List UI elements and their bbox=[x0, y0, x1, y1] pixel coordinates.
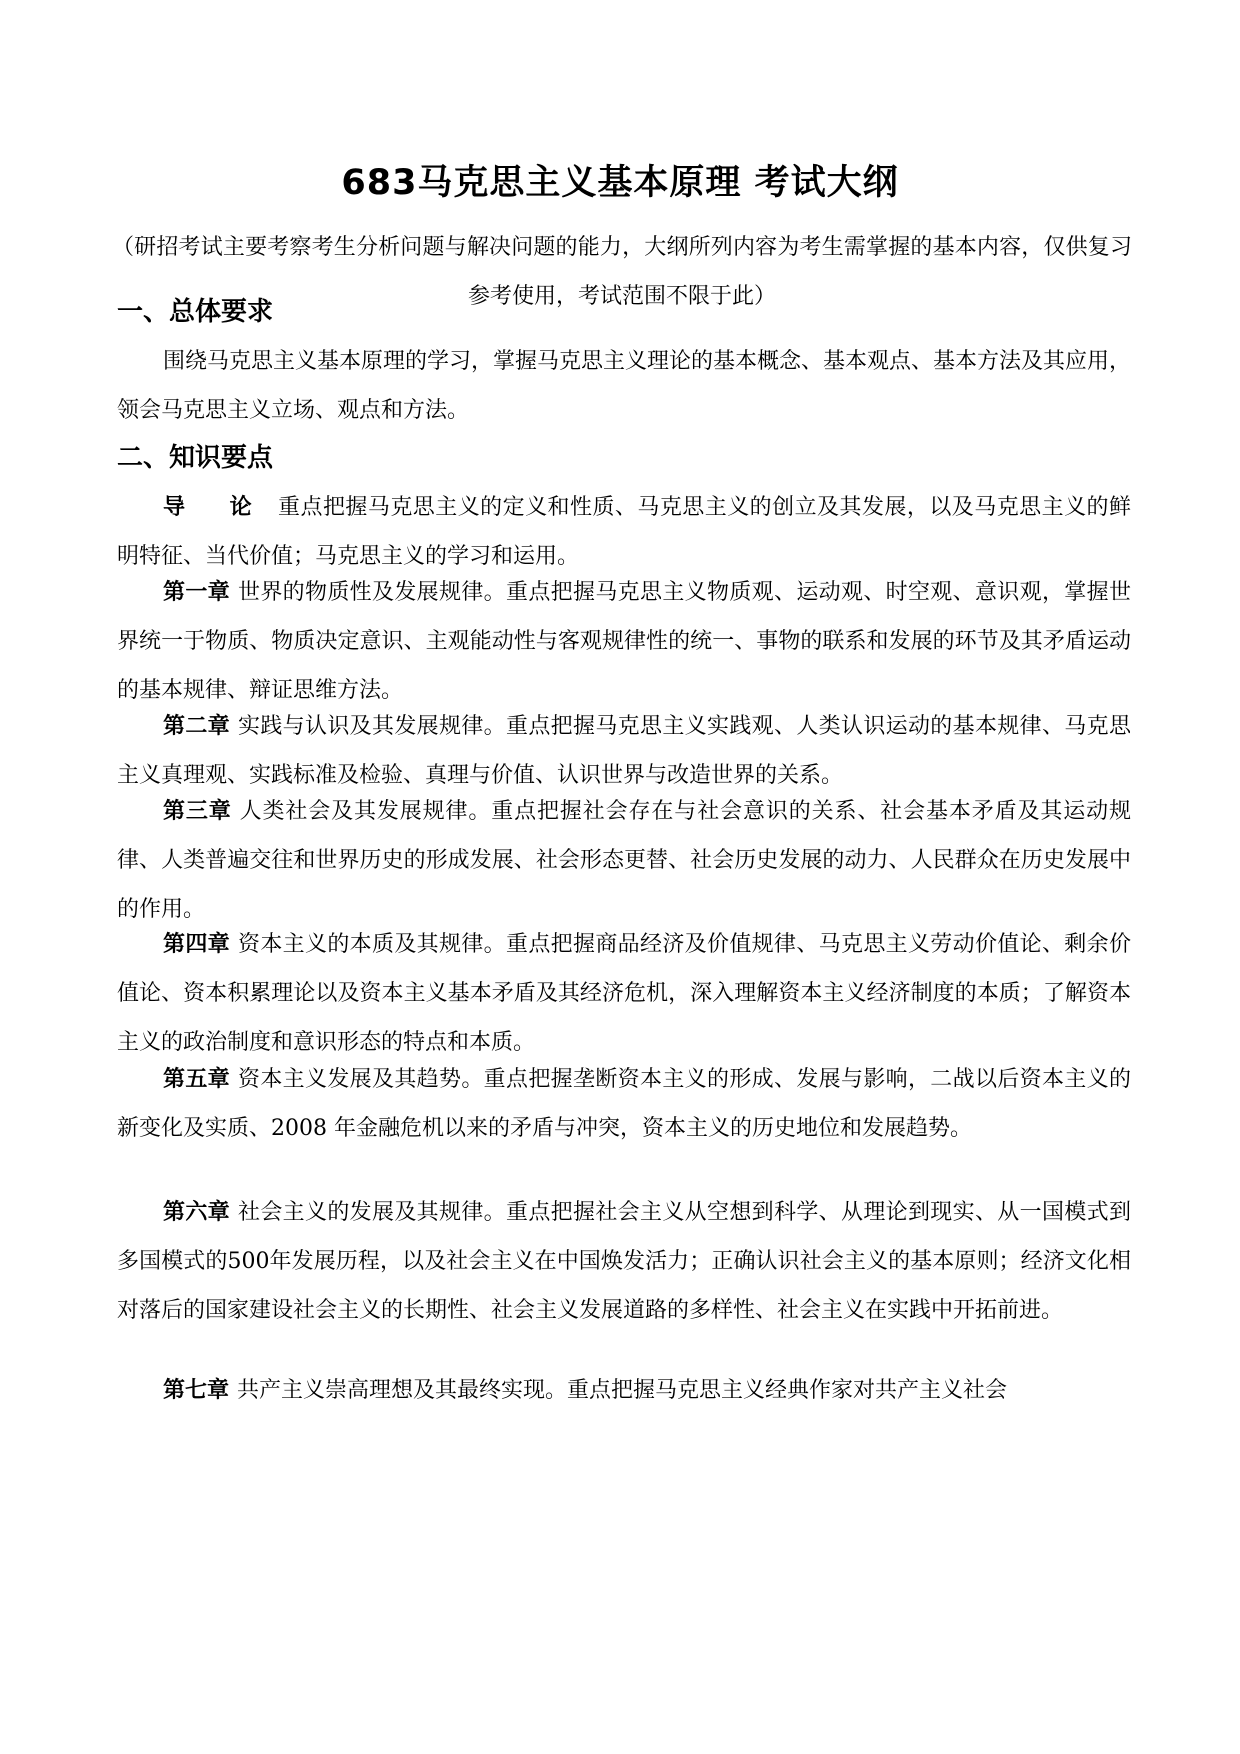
item-text: 重点把握马克思主义的定义和性质、马克思主义的创立及其发展，以及马克思主义的鲜明特征、当代价值；马克思主义的学习和运用。 bbox=[117, 495, 1131, 569]
item-text: 资本主义的本质及其规律。重点把握商品经济及价值规律、马克思主义劳动价值论、剩余价值论、资本积累理论以及资本主义基本矛盾及其经济危机，深入理解资本主义经济制度的本质；了解资本主义的政治制度和意识形态的特点和本质。 bbox=[117, 932, 1131, 1055]
item-text: 社会主义的发展及其规律。重点把握社会主义从空想到科学、从理论到现实、从一国模式到多国模式的500年发展历程，以及社会主义在中国焕发活力；正确认识社会主义的基本原则；经济文化相对落后的国家建设社会主义的长期性、社会主义发展道路的多样性、社会主义在实践中开拓前进。 bbox=[117, 1200, 1131, 1323]
knowledge-item-chapter-1 bbox=[117, 568, 1131, 715]
knowledge-item-chapter-3 bbox=[117, 787, 1131, 934]
item-lead-label: 导 论 bbox=[163, 495, 271, 520]
item-lead-label: 第六章 bbox=[163, 1200, 230, 1225]
item-lead-label: 第三章 bbox=[163, 799, 232, 824]
knowledge-item-chapter-5 bbox=[117, 1055, 1131, 1153]
section-heading-general-requirements: 一、总体要求 bbox=[117, 297, 274, 327]
document-title: 683马克思主义基本原理 考试大纲 bbox=[341, 163, 899, 203]
item-lead-label: 第五章 bbox=[163, 1067, 230, 1092]
item-text: 实践与认识及其发展规律。重点把握马克思主义实践观、人类认识运动的基本规律、马克思主义真理观、实践标准及检验、真理与价值、认识世界与改造世界的关系。 bbox=[117, 714, 1131, 788]
section-heading-knowledge-points: 二、知识要点 bbox=[117, 443, 274, 473]
knowledge-item-introduction bbox=[117, 483, 1131, 581]
item-text: 人类社会及其发展规律。重点把握社会存在与社会意识的关系、社会基本矛盾及其运动规律、人类普遍交往和世界历史的形成发展、社会形态更替、社会历史发展的动力、人民群众在历史发展中的作用。 bbox=[117, 799, 1131, 922]
knowledge-item-chapter-2 bbox=[117, 702, 1131, 800]
item-lead-label: 第二章 bbox=[163, 714, 230, 739]
item-lead-label: 第一章 bbox=[163, 580, 230, 605]
item-lead-label: 第七章 bbox=[163, 1378, 230, 1403]
item-text: 共产主义崇高理想及其最终实现。重点把握马克思主义经典作家对共产主义社会 bbox=[237, 1378, 1008, 1403]
knowledge-item-chapter-7 bbox=[117, 1366, 1131, 1415]
knowledge-item-chapter-6 bbox=[117, 1188, 1131, 1335]
knowledge-item-chapter-4 bbox=[117, 920, 1131, 1067]
item-lead-label: 第四章 bbox=[163, 932, 230, 957]
document-subtitle: （研招考试主要考察考生分析问题与解决问题的能力，大纲所列内容为考生需掌握的基本内容，仅供复习参考使用，考试范围不限于此） bbox=[112, 235, 1132, 309]
item-text: 世界的物质性及发展规律。重点把握马克思主义物质观、运动观、时空观、意识观，掌握世界统一于物质、物质决定意识、主观能动性与客观规律性的统一、事物的联系和发展的环节及其矛盾运动的基本规律、辩证思维方法。 bbox=[117, 580, 1131, 703]
general-requirements-paragraph: 围绕马克思主义基本原理的学习，掌握马克思主义理论的基本概念、基本观点、基本方法及其应用，领会马克思主义立场、观点和方法。 bbox=[117, 349, 1132, 423]
item-text: 资本主义发展及其趋势。重点把握垄断资本主义的形成、发展与影响，二战以后资本主义的新变化及实质、2008 年金融危机以来的矛盾与冲突，资本主义的历史地位和发展趋势。 bbox=[117, 1067, 1131, 1141]
